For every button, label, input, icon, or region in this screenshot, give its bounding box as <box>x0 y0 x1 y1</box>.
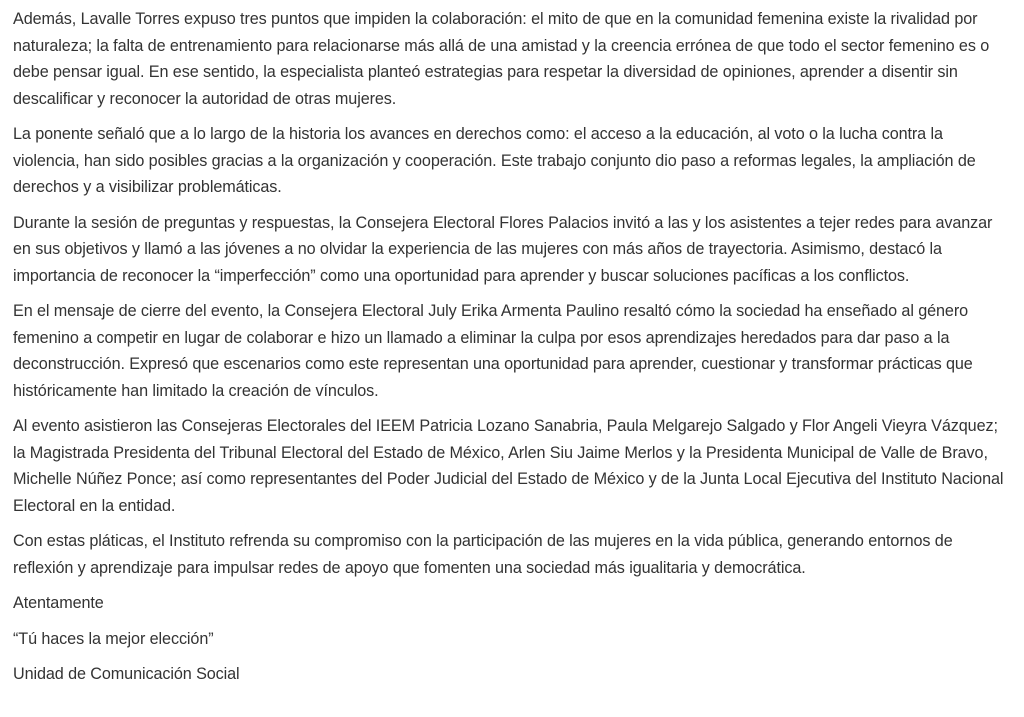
paragraph-collaboration-obstacles: Además, Lavalle Torres expuso tres puntos que impiden la colaboración: el mito de que en la comunidad femenina existe la rivalidad por naturaleza; la falta de entrenamiento para relacionarse más allá de una amistad y la creencia errónea de que todo el sector femenino es o debe pensar igual. En ese sentido, la especialista planteó estrategias para respetar la diversidad de opiniones, aprender a disentir sin descalificar y reconocer la autoridad de otras mujeres. <box>13 10 990 108</box>
institutional-slogan: “Tú haces la mejor elección” <box>13 629 214 648</box>
paragraph-questions-session: Durante la sesión de preguntas y respuestas, la Consejera Electoral Flores Palacios invitó a las y los asistentes a tejer redes para avanzar en sus objetivos y llamó a las jóvenes a no olvidar la experiencia de las mujeres con más años de trayectoria. Asimismo, destacó la importancia de reconocer la “imperfección” como una oportunidad para aprender y buscar soluciones pacíficas a los conflictos. <box>13 213 993 285</box>
paragraph-attendees: Al evento asistieron las Consejeras Electorales del IEEM Patricia Lozano Sanabria, Paula Melgarejo Salgado y Flor Angeli Vieyra Vázquez; la Magistrada Presidenta del Tribunal Electoral del Estado de México, Arlen Siu Jaime Merlos y la Presidenta Municipal de Valle de Bravo, Michelle Núñez Ponce; así como representantes del Poder Judicial del Estado de México y de la Junta Local Ejecutiva del Instituto Nacional Electoral en la entidad. <box>13 417 1004 515</box>
paragraph-closing-message: En el mensaje de cierre del evento, la Consejera Electoral July Erika Armenta Paulino resaltó cómo la sociedad ha enseñado al género femenino a competir en lugar de colaborar e hizo un llamado a eliminar la culpa por esos aprendizajes heredados para dar paso a la deconstrucción. Expresó que escenarios como este representan una oportunidad para aprender, cuestionar y transformar prácticas que históricamente han limitado la creación de vínculos. <box>13 302 973 400</box>
paragraph-commitment: Con estas pláticas, el Instituto refrenda su compromiso con la participación de las mujeres en la vida pública, generando entornos de reflexión y aprendizaje para impulsar redes de apoyo que fomenten una sociedad más igualitaria y democrática. <box>13 532 953 577</box>
paragraph-rights-history: La ponente señaló que a lo largo de la historia los avances en derechos como: el acceso a la educación, al voto o la lucha contra la violencia, han sido posibles gracias a la organización y cooperación. Este trabajo conjunto dio paso a reformas legales, la ampliación de derechos y a visibilizar problemáticas. <box>13 125 976 196</box>
closing-salutation: Atentamente <box>13 594 104 612</box>
signature-unit: Unidad de Comunicación Social <box>13 665 240 683</box>
